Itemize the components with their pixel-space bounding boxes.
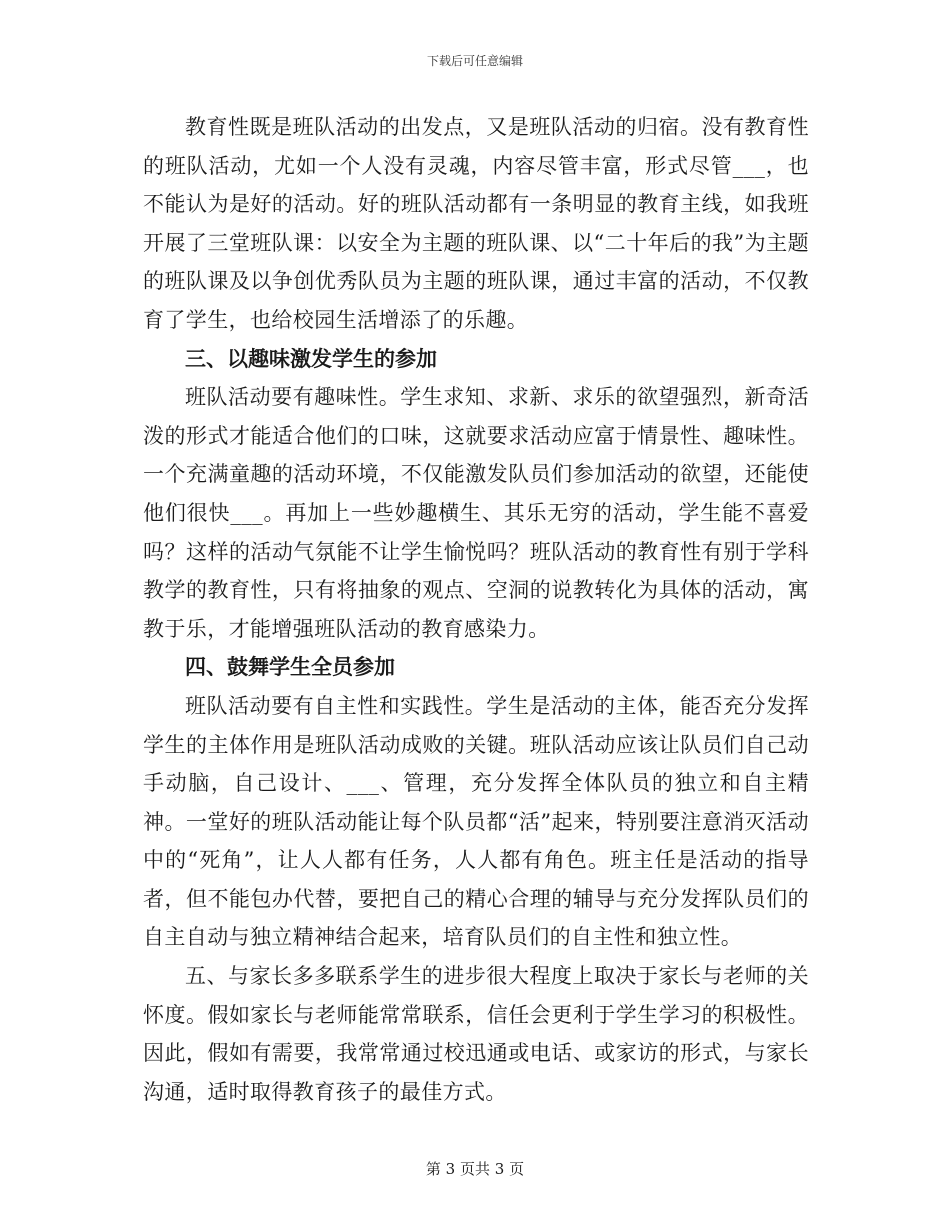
section-heading-3: 三、以趣味激发学生的参加: [185, 346, 437, 371]
paragraph-parents: 五、与家长多多联系学生的进步很大程度上取决于家长与老师的关怀度。假如家长与老师能常常联系，信任会更利于学生学习的积极性。因此，假如有需要，我常常通过校迅通或电话、或家访的形式，与家长沟通，适时取得教育孩子的最佳方式。: [143, 964, 809, 1104]
page-number: 第 3 页共 3 页: [425, 1160, 525, 1178]
paragraph-participation: 班队活动要有自主性和实践性。学生是活动的主体，能否充分发挥学生的主体作用是班队活动成败的关键。班队活动应该让队员们自己动手动脑，自己设计、___、管理，充分发挥全体队员的独立和自主精神。一堂好的班队活动能让每个队员都“活”起来，特别要注意消灭活动中的“死角”，让人人都有任务，人人都有角色。班主任是活动的指导者，但不能包办代替，要把自己的精心合理的辅导与充分发挥队员们的自主自动与独立精神结合起来，培育队员们的自主性和独立性。: [143, 693, 809, 950]
paragraph-education: 教育性既是班队活动的出发点，又是班队活动的归宿。没有教育性的班队活动，尤如一个人没有灵魂，内容尽管丰富，形式尽管___，也不能认为是好的活动。好的班队活动都有一条明显的教育主线，如我班开展了三堂班队课：以安全为主题的班队课、以“二十年后的我”为主题的班队课及以争创优秀队员为主题的班队课，通过丰富的活动，不仅教育了学生，也给校园生活增添了的乐趣。: [143, 115, 809, 332]
page-header: 下载后可任意编辑: [426, 54, 523, 68]
paragraph-interest: 班队活动要有趣味性。学生求知、求新、求乐的欲望强烈，新奇活泼的形式才能适合他们的口味，这就要求活动应富于情景性、趣味性。一个充满童趣的活动环境，不仅能激发队员们参加活动的欲望，还能使他们很快___。再加上一些妙趣横生、其乐无穷的活动，学生能不喜爱吗？这样的活动气氛能不让学生愉悦吗？班队活动的教育性有别于学科教学的教育性，只有将抽象的观点、空洞的说教转化为具体的活动，寓教于乐，才能增强班队活动的教育感染力。: [143, 385, 809, 641]
section-heading-4: 四、鼓舞学生全员参加: [185, 655, 395, 680]
document-body: [143, 108, 809, 1111]
